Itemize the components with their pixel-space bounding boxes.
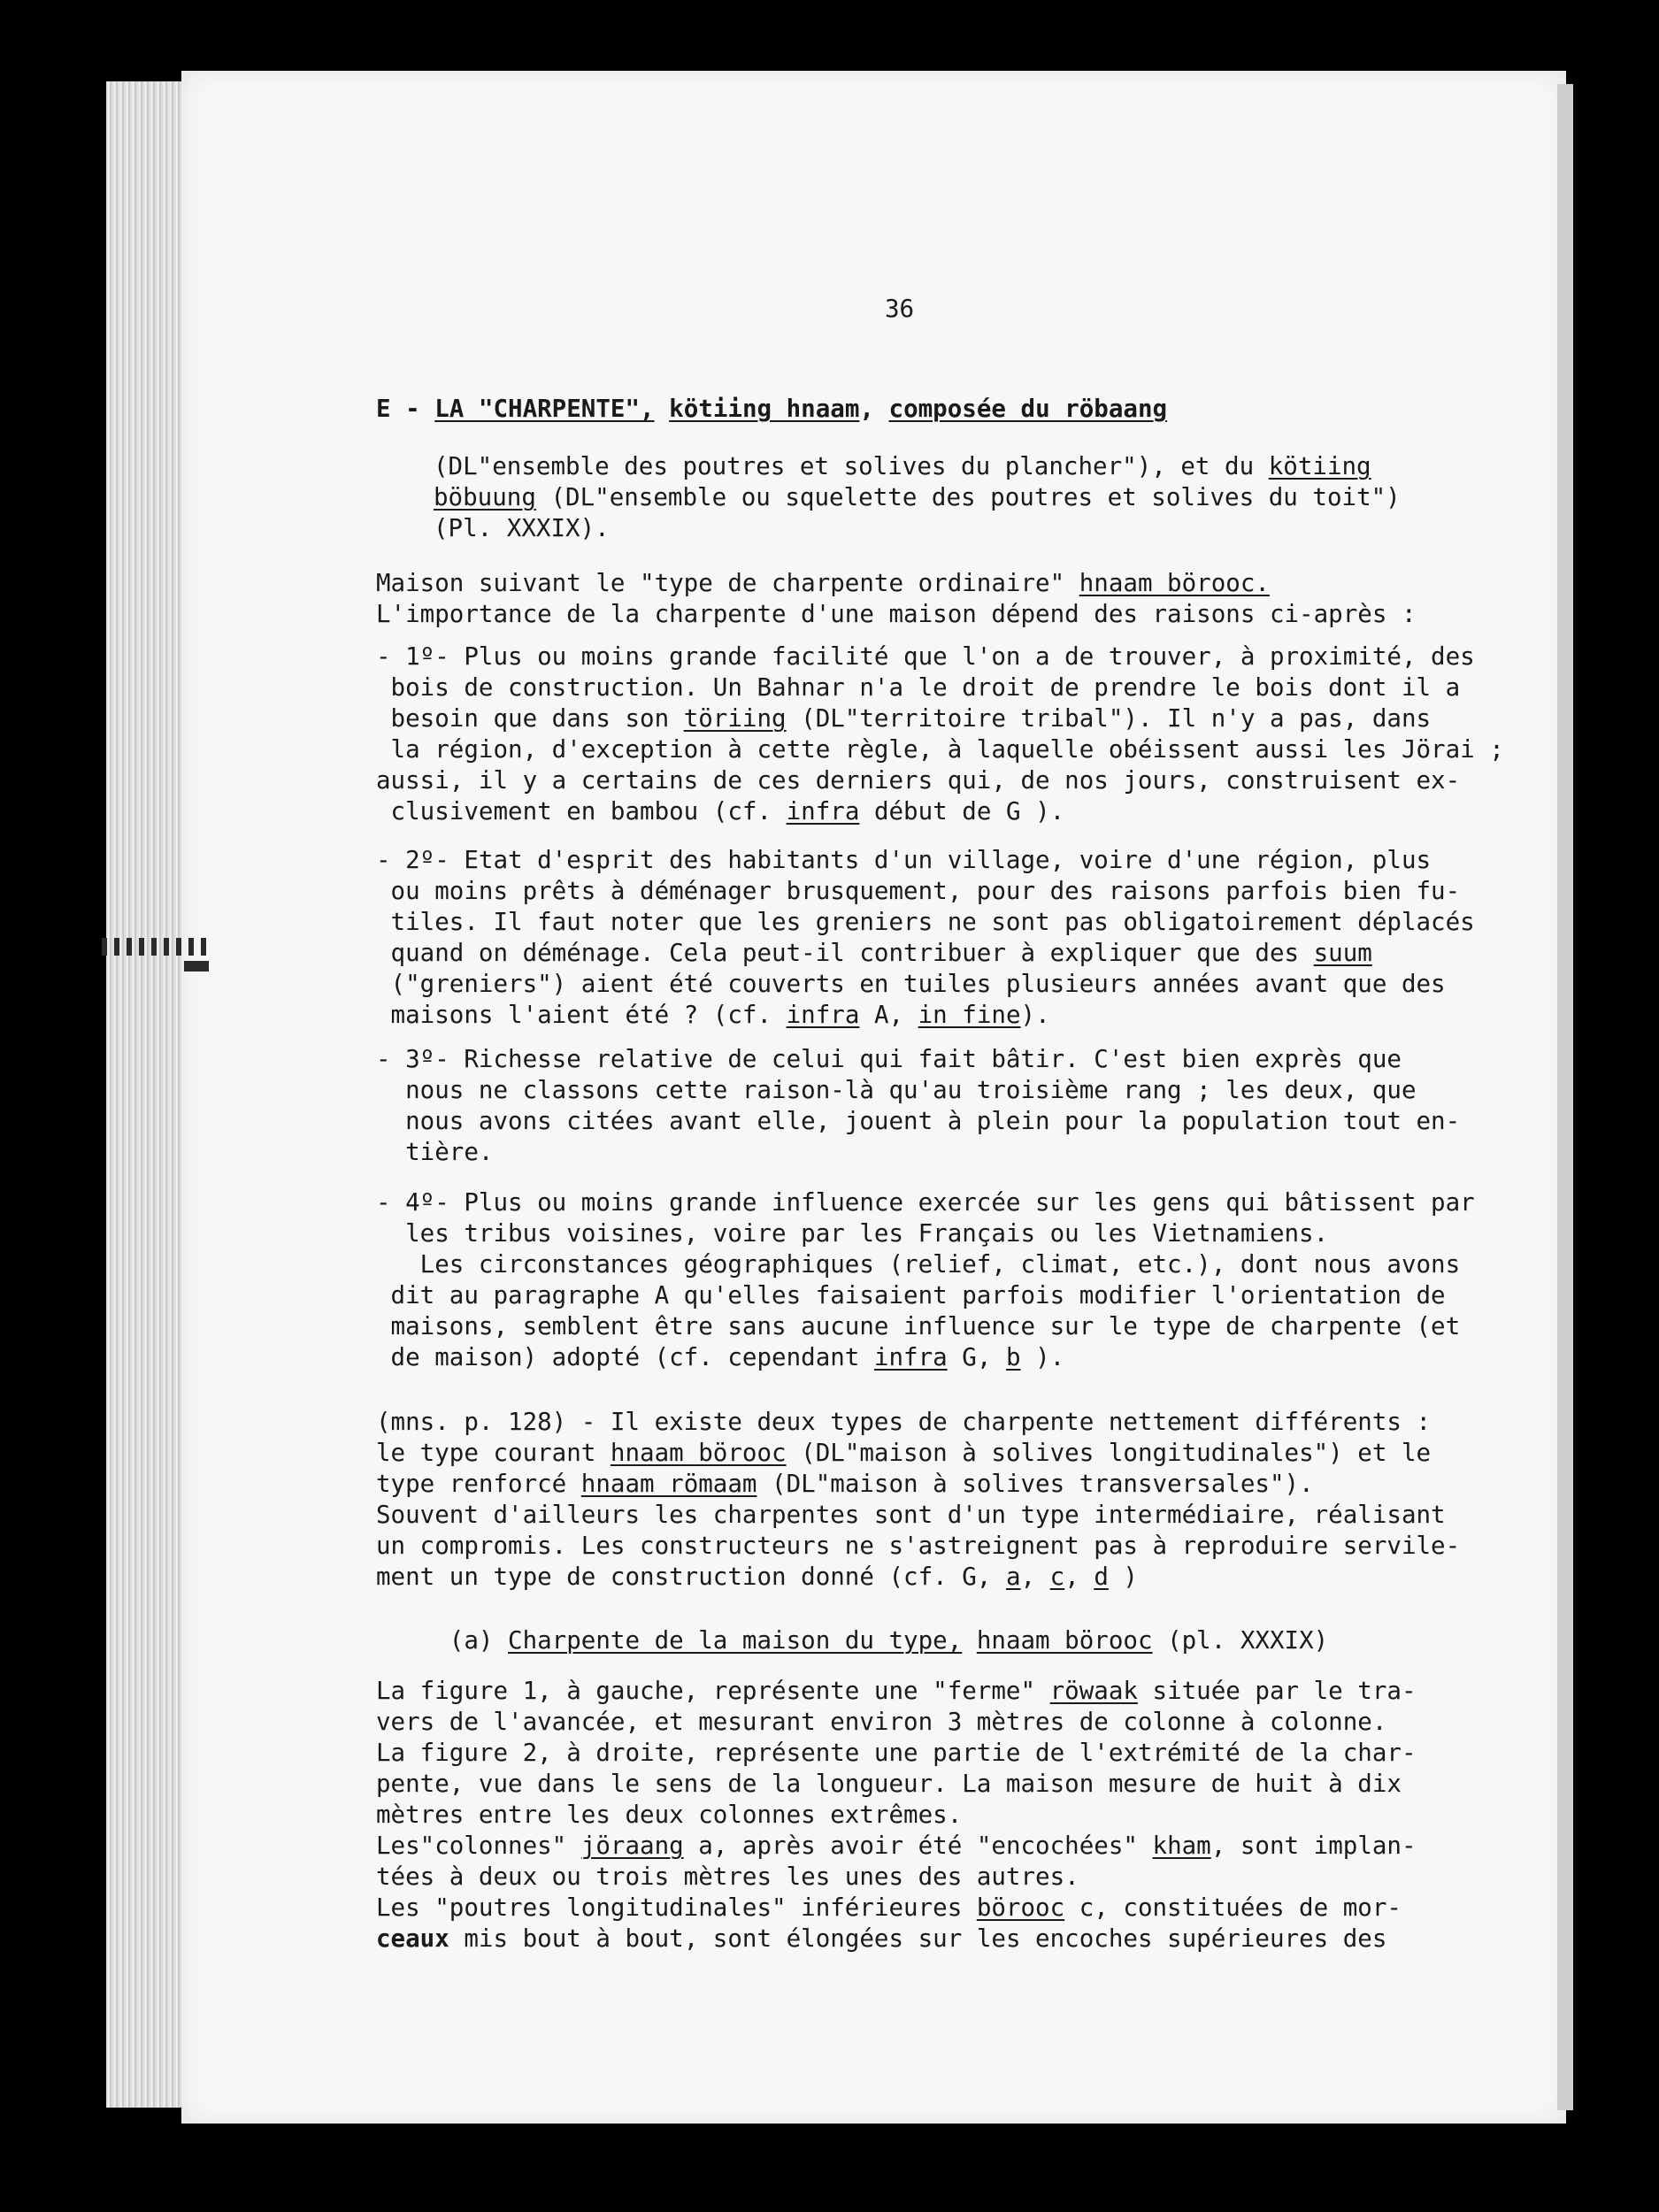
item-1-line-4: la région, d'exception à cette règle, à laquelle obéissent aussi les Jörai ; (376, 735, 1504, 764)
intro-line-1 (434, 451, 1584, 483)
page-number: 36 (885, 295, 915, 323)
item-4-line-5: maisons, semblent être sans aucune influence sur le type de charpente (et (376, 1312, 1461, 1340)
paragraph-2-line-5: un compromis. Les constructeurs ne s'astreignent pas à reproduire servile- (376, 1532, 1461, 1560)
item-2-line-1: - 2º- Etat d'esprit des habitants d'un village, voire d'une région, plus (376, 846, 1432, 874)
heading-prefix: E - (376, 395, 435, 423)
paragraph-1-line-1 (376, 568, 1615, 600)
p2-line-2-c: (DL"maison à solives longitudinales") et le (786, 1439, 1432, 1467)
intro-line-2-text: (DL"ensemble ou squelette des poutres et solives du toit") (535, 483, 1401, 511)
p3-line-6-c: a, après avoir été "encochées" (683, 1832, 1153, 1860)
item-4-line-4: dit au paragraphe A qu'elles faisaient parfois modifier l'orientation de (376, 1281, 1446, 1310)
item-2-line-6-e: ). (1020, 1001, 1050, 1029)
subheading-label: (a) (376, 1626, 509, 1655)
item-4-line-1: - 4º- Plus ou moins grande influence exercée sur les gens qui bâtissent par (376, 1188, 1475, 1217)
item-1-line-5: aussi, il y a certains de ces derniers qui, de nos jours, construisent ex- (376, 766, 1461, 795)
item-1-line-6-term: infra (786, 797, 860, 826)
intro-line-1-term: kötiing (1268, 452, 1371, 480)
subheading-term: hnaam börooc (976, 1626, 1153, 1655)
paragraph-2-line-1: (mns. p. 128) - Il existe deux types de charpente nettement différents : (376, 1408, 1432, 1436)
subheading-space (962, 1626, 977, 1655)
margin-mark-block (184, 961, 209, 972)
item-1-line-1: - 1º- Plus ou moins grande facilité que l'on a de trouver, à proximité, des (376, 642, 1475, 671)
subheading-ref: (pl. XXXIX) (1152, 1626, 1329, 1655)
p3-line-6-a: Les"colonnes" (376, 1832, 581, 1860)
subheading-title: Charpente de la maison du type, (508, 1626, 963, 1655)
item-4-line-2: les tribus voisines, voire par les Français ou les Vietnamiens. (376, 1219, 1329, 1248)
p3-line-1-term: röwaak (1049, 1677, 1138, 1705)
paragraph-3-line-1 (376, 1676, 1615, 1708)
p2-line-2-a: le type courant (376, 1439, 611, 1467)
item-1-line-6 (376, 796, 1615, 828)
intro-line-2-term: böbuung (434, 483, 536, 511)
paragraph-1-line-2: L'importance de la charpente d'une maison dépend des raisons ci-après : (376, 600, 1417, 628)
p3-line-8-a: Les "poutres longitudinales" inférieures (376, 1893, 977, 1922)
item-4-line-6 (376, 1342, 1615, 1374)
p3-line-1-a: La figure 1, à gauche, représente une "ferme" (376, 1677, 1050, 1705)
heading-term-1: kötiing hnaam (669, 395, 860, 423)
p3-line-9-b: mis bout à bout, sont élongées sur les encoches supérieures des (449, 1924, 1387, 1953)
p2-line-3-c: (DL"maison à solives transversales"). (757, 1470, 1314, 1498)
margin-marks (102, 938, 208, 956)
item-1-line-6-c: début de G ). (859, 797, 1065, 826)
paragraph-2-line-2 (376, 1438, 1615, 1470)
p2-line-6-ref-d: d (1094, 1563, 1109, 1591)
p3-line-6-e: , sont implan- (1210, 1832, 1417, 1860)
item-3-line-1: - 3º- Richesse relative de celui qui fait bâtir. C'est bien exprès que (376, 1045, 1402, 1073)
p2-line-2-term: hnaam börooc (610, 1439, 787, 1467)
item-3-line-3: nous avons citées avant elle, jouent à plein pour la population tout en- (376, 1107, 1461, 1135)
item-4-line-6-e: ). (1020, 1343, 1065, 1371)
item-2-line-3: tiles. Il faut noter que les greniers ne sont pas obligatoirement déplacés (376, 908, 1475, 936)
p3-line-1-c: située par le tra- (1137, 1677, 1417, 1705)
p3-line-9-a: ceaux (376, 1924, 449, 1953)
paragraph-2-line-4: Souvent d'ailleurs les charpentes sont d'un type intermédiaire, réalisant (376, 1501, 1446, 1529)
item-2-line-6-a: maisons l'aient été ? (cf. (376, 1001, 787, 1029)
heading-space-2: , (859, 395, 889, 423)
item-1-line-3-term: töriing (683, 704, 787, 733)
paragraph-3-line-5: mètres entre les deux colonnes extrêmes. (376, 1801, 963, 1829)
item-2-line-6-term-2: in fine (918, 1001, 1021, 1029)
item-2-line-2: ou moins prêts à déménager brusquement, pour des raisons parfois bien fu- (376, 877, 1461, 905)
item-1-line-3-a: besoin que dans son (376, 704, 684, 733)
paragraph-3-line-8 (376, 1893, 1615, 1924)
p1-line-1-term: hnaam börooc. (1079, 569, 1270, 597)
item-1-line-3 (376, 703, 1615, 735)
item-2-line-4-a: quand on déménage. Cela peut-il contribuer à expliquer que des (376, 939, 1314, 967)
paragraph-3-line-3: La figure 2, à droite, représente une partie de l'extrémité de la char- (376, 1739, 1417, 1767)
paragraph-3-line-4: pente, vue dans le sens de la longueur. La maison mesure de huit à dix (376, 1770, 1402, 1798)
intro-line-1-text: (DL"ensemble des poutres et solives du plancher"), et du (434, 452, 1269, 480)
p2-line-6-a: ment un type de construction donné (cf. G, (376, 1563, 1006, 1591)
p3-line-6-term-1: jöraang (580, 1832, 684, 1860)
section-heading (376, 394, 1615, 426)
item-1-line-6-a: clusivement en bambou (cf. (376, 797, 787, 826)
intro-line-3: (Pl. XXXIX). (434, 514, 610, 542)
heading-term-2: composée du röbaang (888, 395, 1168, 423)
intro-line-2 (434, 482, 1584, 514)
p2-line-3-a: type renforcé (376, 1470, 581, 1498)
item-4-line-6-term-2: b (1005, 1343, 1021, 1371)
item-1-line-2: bois de construction. Un Bahnar n'a le droit de prendre le bois dont il a (376, 673, 1461, 702)
paragraph-3-line-2: vers de l'avancée, et mesurant environ 3 mètres de colonne à colonne. (376, 1708, 1387, 1736)
p3-line-6-term-2: kham (1152, 1832, 1211, 1860)
item-4-line-3: Les circonstances géographiques (relief, climat, etc.), dont nous avons (376, 1250, 1461, 1279)
p3-line-8-c: c, constituées de mor- (1064, 1893, 1402, 1922)
p2-line-3-term: hnaam römaam (580, 1470, 757, 1498)
p1-line-1-text: Maison suivant le "type de charpente ordinaire" (376, 569, 1079, 597)
item-4-line-6-term-1: infra (873, 1343, 948, 1371)
item-2-line-6 (376, 1000, 1615, 1032)
p2-line-6-g: ) (1108, 1563, 1138, 1591)
p3-line-8-term: börooc (976, 1893, 1065, 1922)
item-4-line-6-c: G, (947, 1343, 1006, 1371)
item-2-line-6-c: A, (859, 1001, 918, 1029)
item-2-line-5: ("greniers") aient été couverts en tuiles plusieurs années avant que des (376, 970, 1446, 998)
p2-line-6-ref-a: a (1005, 1563, 1021, 1591)
paragraph-2-line-3 (376, 1469, 1615, 1501)
item-2-line-4 (376, 938, 1615, 970)
heading-title: LA "CHARPENTE", (434, 395, 655, 423)
paragraph-3-line-6 (376, 1831, 1615, 1863)
subheading-a (376, 1625, 1615, 1657)
item-4-line-6-a: de maison) adopté (cf. cependant (376, 1343, 874, 1371)
item-2-line-4-term: suum (1313, 939, 1372, 967)
paragraph-3-line-9 (376, 1924, 1615, 1955)
item-2-line-6-term-1: infra (786, 1001, 860, 1029)
p2-line-6-c: , (1020, 1563, 1050, 1591)
paragraph-2-line-6 (376, 1562, 1615, 1594)
item-1-line-3-c: (DL"territoire tribal"). Il n'y a pas, dans (786, 704, 1432, 733)
item-3-line-2: nous ne classons cette raison-là qu'au troisième rang ; les deux, que (376, 1076, 1417, 1104)
heading-space-1 (655, 395, 670, 423)
p2-line-6-ref-c: c (1049, 1563, 1065, 1591)
p2-line-6-e: , (1064, 1563, 1094, 1591)
paragraph-3-line-7: tées à deux ou trois mètres les unes des autres. (376, 1863, 1079, 1891)
item-3-line-4: tière. (376, 1138, 494, 1166)
